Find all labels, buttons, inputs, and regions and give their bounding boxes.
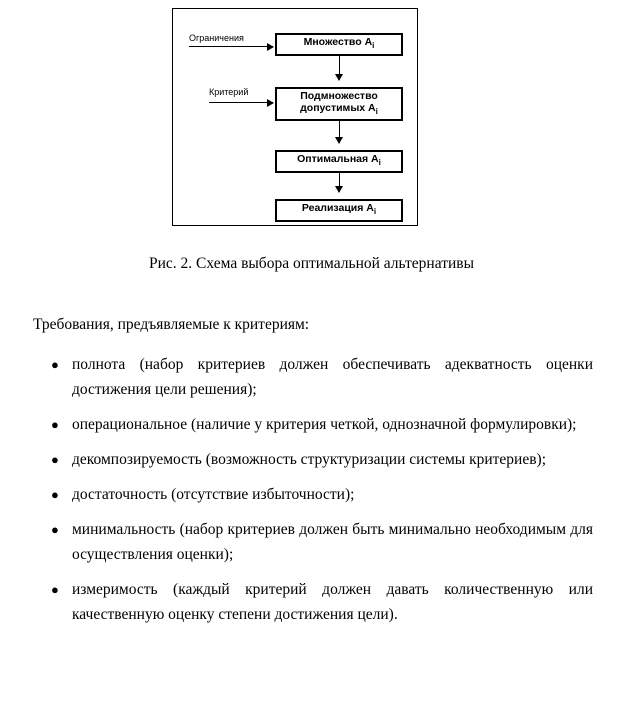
arrow-set-to-subset bbox=[339, 56, 340, 80]
list-item bbox=[33, 577, 593, 627]
arrow-criterion-to-subset bbox=[209, 102, 273, 103]
diagram-label-criterion: Критерий bbox=[209, 87, 249, 97]
diagram-node-subset bbox=[275, 87, 403, 121]
intro-text: Требования, предъявляемые к критериям: bbox=[33, 316, 310, 333]
figure-container bbox=[172, 8, 418, 226]
requirements-list bbox=[33, 352, 593, 637]
node-subset-label-line1: Подмножество bbox=[300, 89, 378, 102]
list-item-text: операциональное (наличие у критерия четкой, однозначной формулировки); bbox=[72, 416, 577, 433]
node-set-subscript: i bbox=[372, 41, 375, 51]
bullet-icon: ● bbox=[51, 522, 59, 537]
list-item bbox=[33, 482, 593, 507]
node-optimal-subscript: i bbox=[378, 158, 381, 168]
diagram-node-optimal bbox=[275, 150, 403, 173]
diagram bbox=[173, 9, 417, 225]
figure-caption: Рис. 2. Схема выбора оптимальной альтернативы bbox=[148, 255, 474, 272]
list-item bbox=[33, 447, 593, 472]
list-item-text: декомпозируемость (возможность структуризации системы критериев); bbox=[72, 451, 547, 468]
list-item bbox=[33, 517, 593, 567]
bullet-icon: ● bbox=[51, 487, 59, 502]
arrow-optimal-to-realization bbox=[339, 173, 340, 192]
node-realization-label: Реализация A bbox=[301, 202, 374, 215]
bullet-icon: ● bbox=[51, 582, 59, 597]
node-realization-subscript: i bbox=[373, 207, 377, 217]
diagram-node-realization bbox=[275, 199, 403, 222]
arrow-subset-to-optimal bbox=[339, 121, 340, 143]
diagram-label-constraints: Ограничения bbox=[189, 33, 244, 43]
list-item bbox=[33, 352, 593, 402]
node-subset-label-line2: допустимых A bbox=[300, 101, 376, 114]
bullet-icon: ● bbox=[51, 417, 59, 432]
list-item-text: достаточность (отсутствие избыточности); bbox=[72, 486, 355, 503]
list-item-text: минимальность (набор критериев должен быть минимально необходимым для осуществления оценки); bbox=[72, 521, 593, 563]
diagram-node-set bbox=[275, 33, 403, 56]
node-subset-subscript: i bbox=[375, 107, 378, 117]
node-set-label: Множество A bbox=[303, 36, 373, 49]
bullet-icon: ● bbox=[51, 357, 59, 372]
arrow-constraints-to-set bbox=[189, 46, 273, 47]
list-item-text: полнота (набор критериев должен обеспечивать адекватность оценки достижения цели решения); bbox=[72, 356, 593, 398]
list-item bbox=[33, 412, 593, 437]
list-item-text: измеримость (каждый критерий должен давать количественную или качественную оценку степени достижения цели). bbox=[72, 581, 593, 623]
node-optimal-label: Оптимальная A bbox=[297, 153, 379, 166]
bullet-icon: ● bbox=[51, 452, 59, 467]
